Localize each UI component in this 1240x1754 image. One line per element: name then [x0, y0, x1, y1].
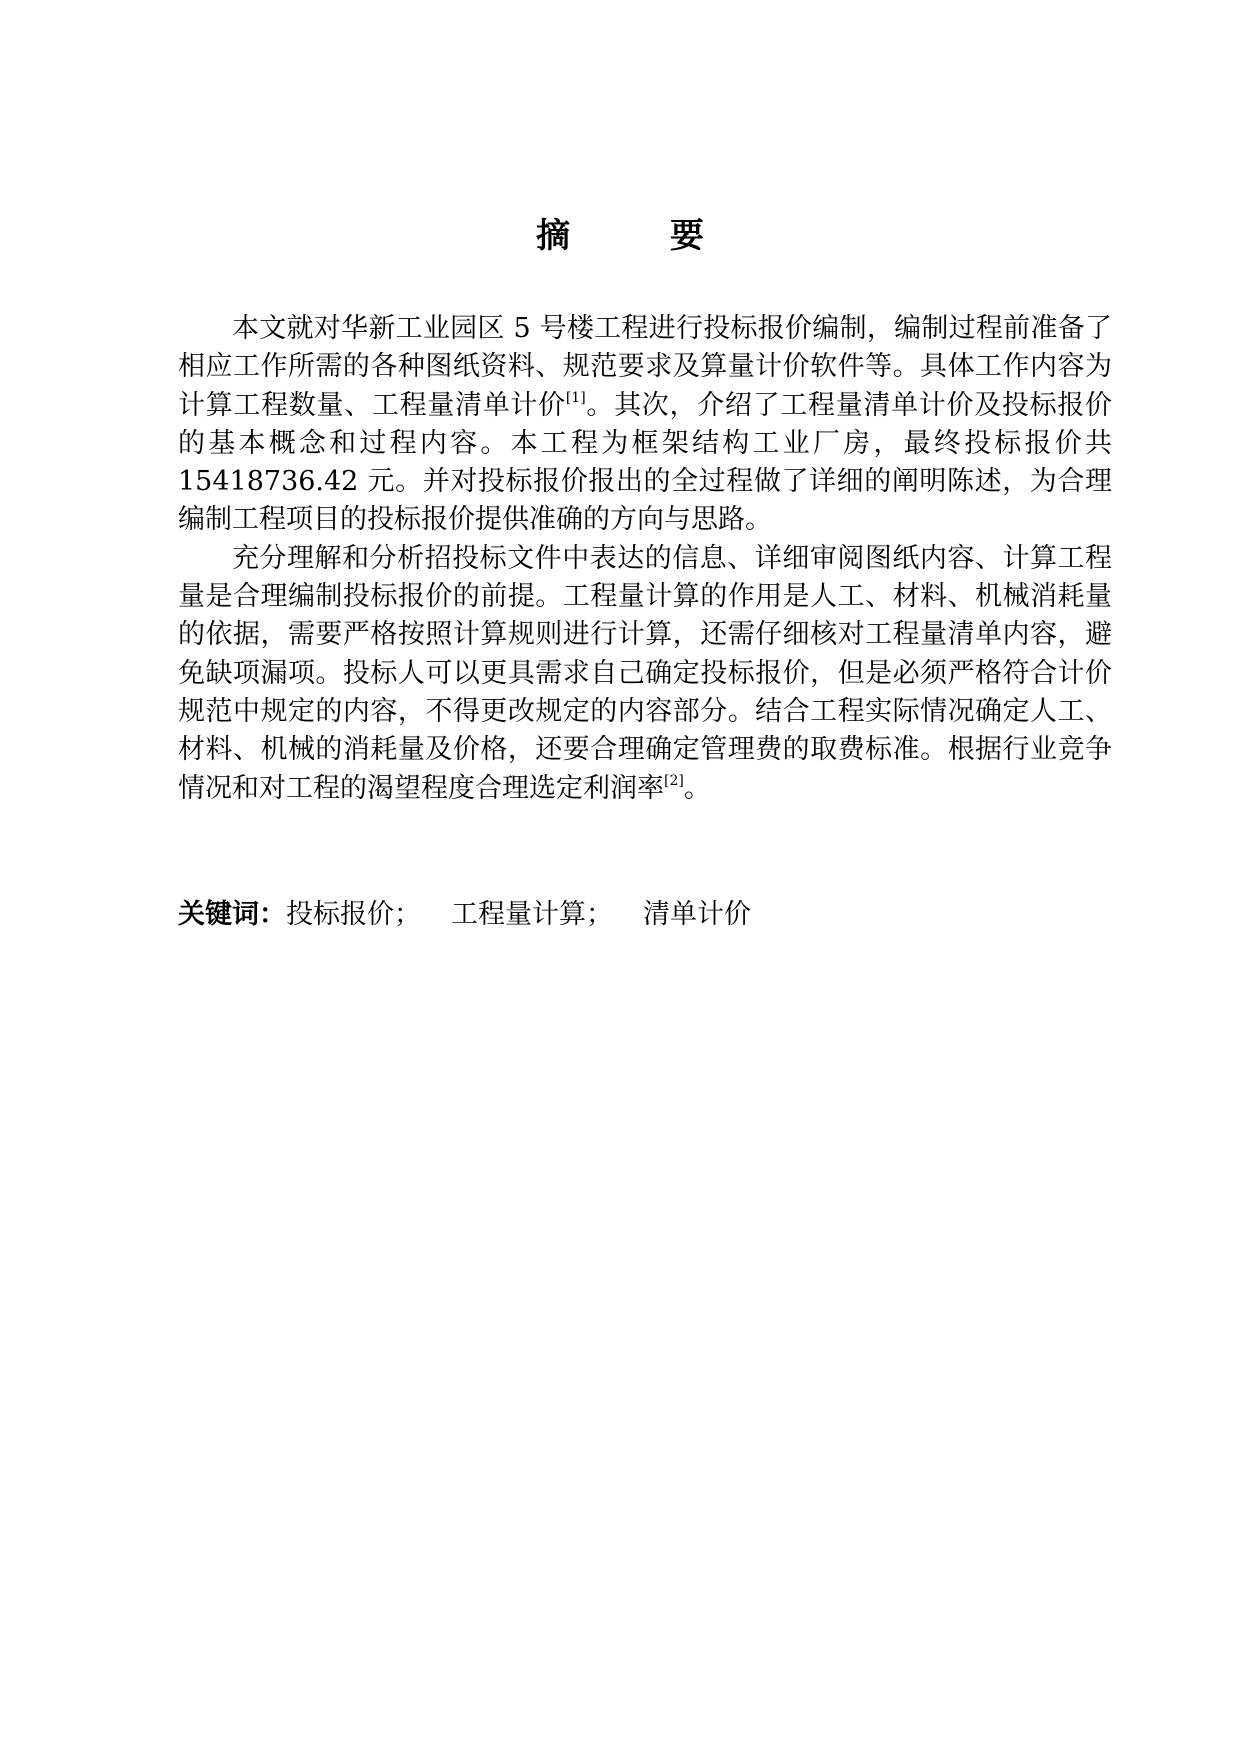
keyword-item: 投标报价； [286, 899, 421, 930]
abstract-paragraph-1 [178, 310, 1112, 540]
keywords-line [178, 896, 1112, 934]
citation-marker: [1] [565, 389, 586, 406]
abstract-paragraph-2 [178, 540, 1112, 808]
paragraph-text: 。其次，介绍了工程量清单计价及投标报价的基本概念和过程内容。本工程为框架结构工业厂房，最终投标报价共 15418736.42 元。并对投标报价报出的全过程做了详细的阐明陈述，为合理编制工程项目的投标报价提供准确的方向与思路。 [178, 389, 1113, 536]
keywords-label: 关键词： [178, 899, 286, 930]
keyword-item: 工程量计算； [451, 899, 613, 930]
citation-marker: [2] [664, 772, 684, 789]
paragraph-text: 。 [683, 772, 711, 804]
abstract-title: 摘 要 [536, 216, 748, 256]
paragraph-text: 充分理解和分析招投标文件中表达的信息、详细审阅图纸内容、计算工程量是合理编制投标报价的前提。工程量计算的作用是人工、材料、机械消耗量的依据，需要严格按照计算规则进行计算，还需仔细核对工程量清单内容，避免缺项漏项。投标人可以更具需求自己确定投标报价，但是必须严格符合计价规范中规定的内容，不得更改规定的内容部分。结合工程实际情况确定人工、材料、机械的消耗量及价格，还要合理确定管理费的取费标准。根据行业竞争情况和对工程的渴望程度合理选定利润率 [178, 542, 1112, 804]
paragraph-text: 本文就对华新工业园区 5 号楼工程进行投标报价编制，编制过程前准备了相应工作所需的各种图纸资料、规范要求及算量计价软件等。具体工作内容为计算工程数量、工程量清单计价 [178, 313, 1112, 421]
abstract-body [178, 310, 1112, 808]
keyword-item: 清单计价 [643, 899, 751, 930]
